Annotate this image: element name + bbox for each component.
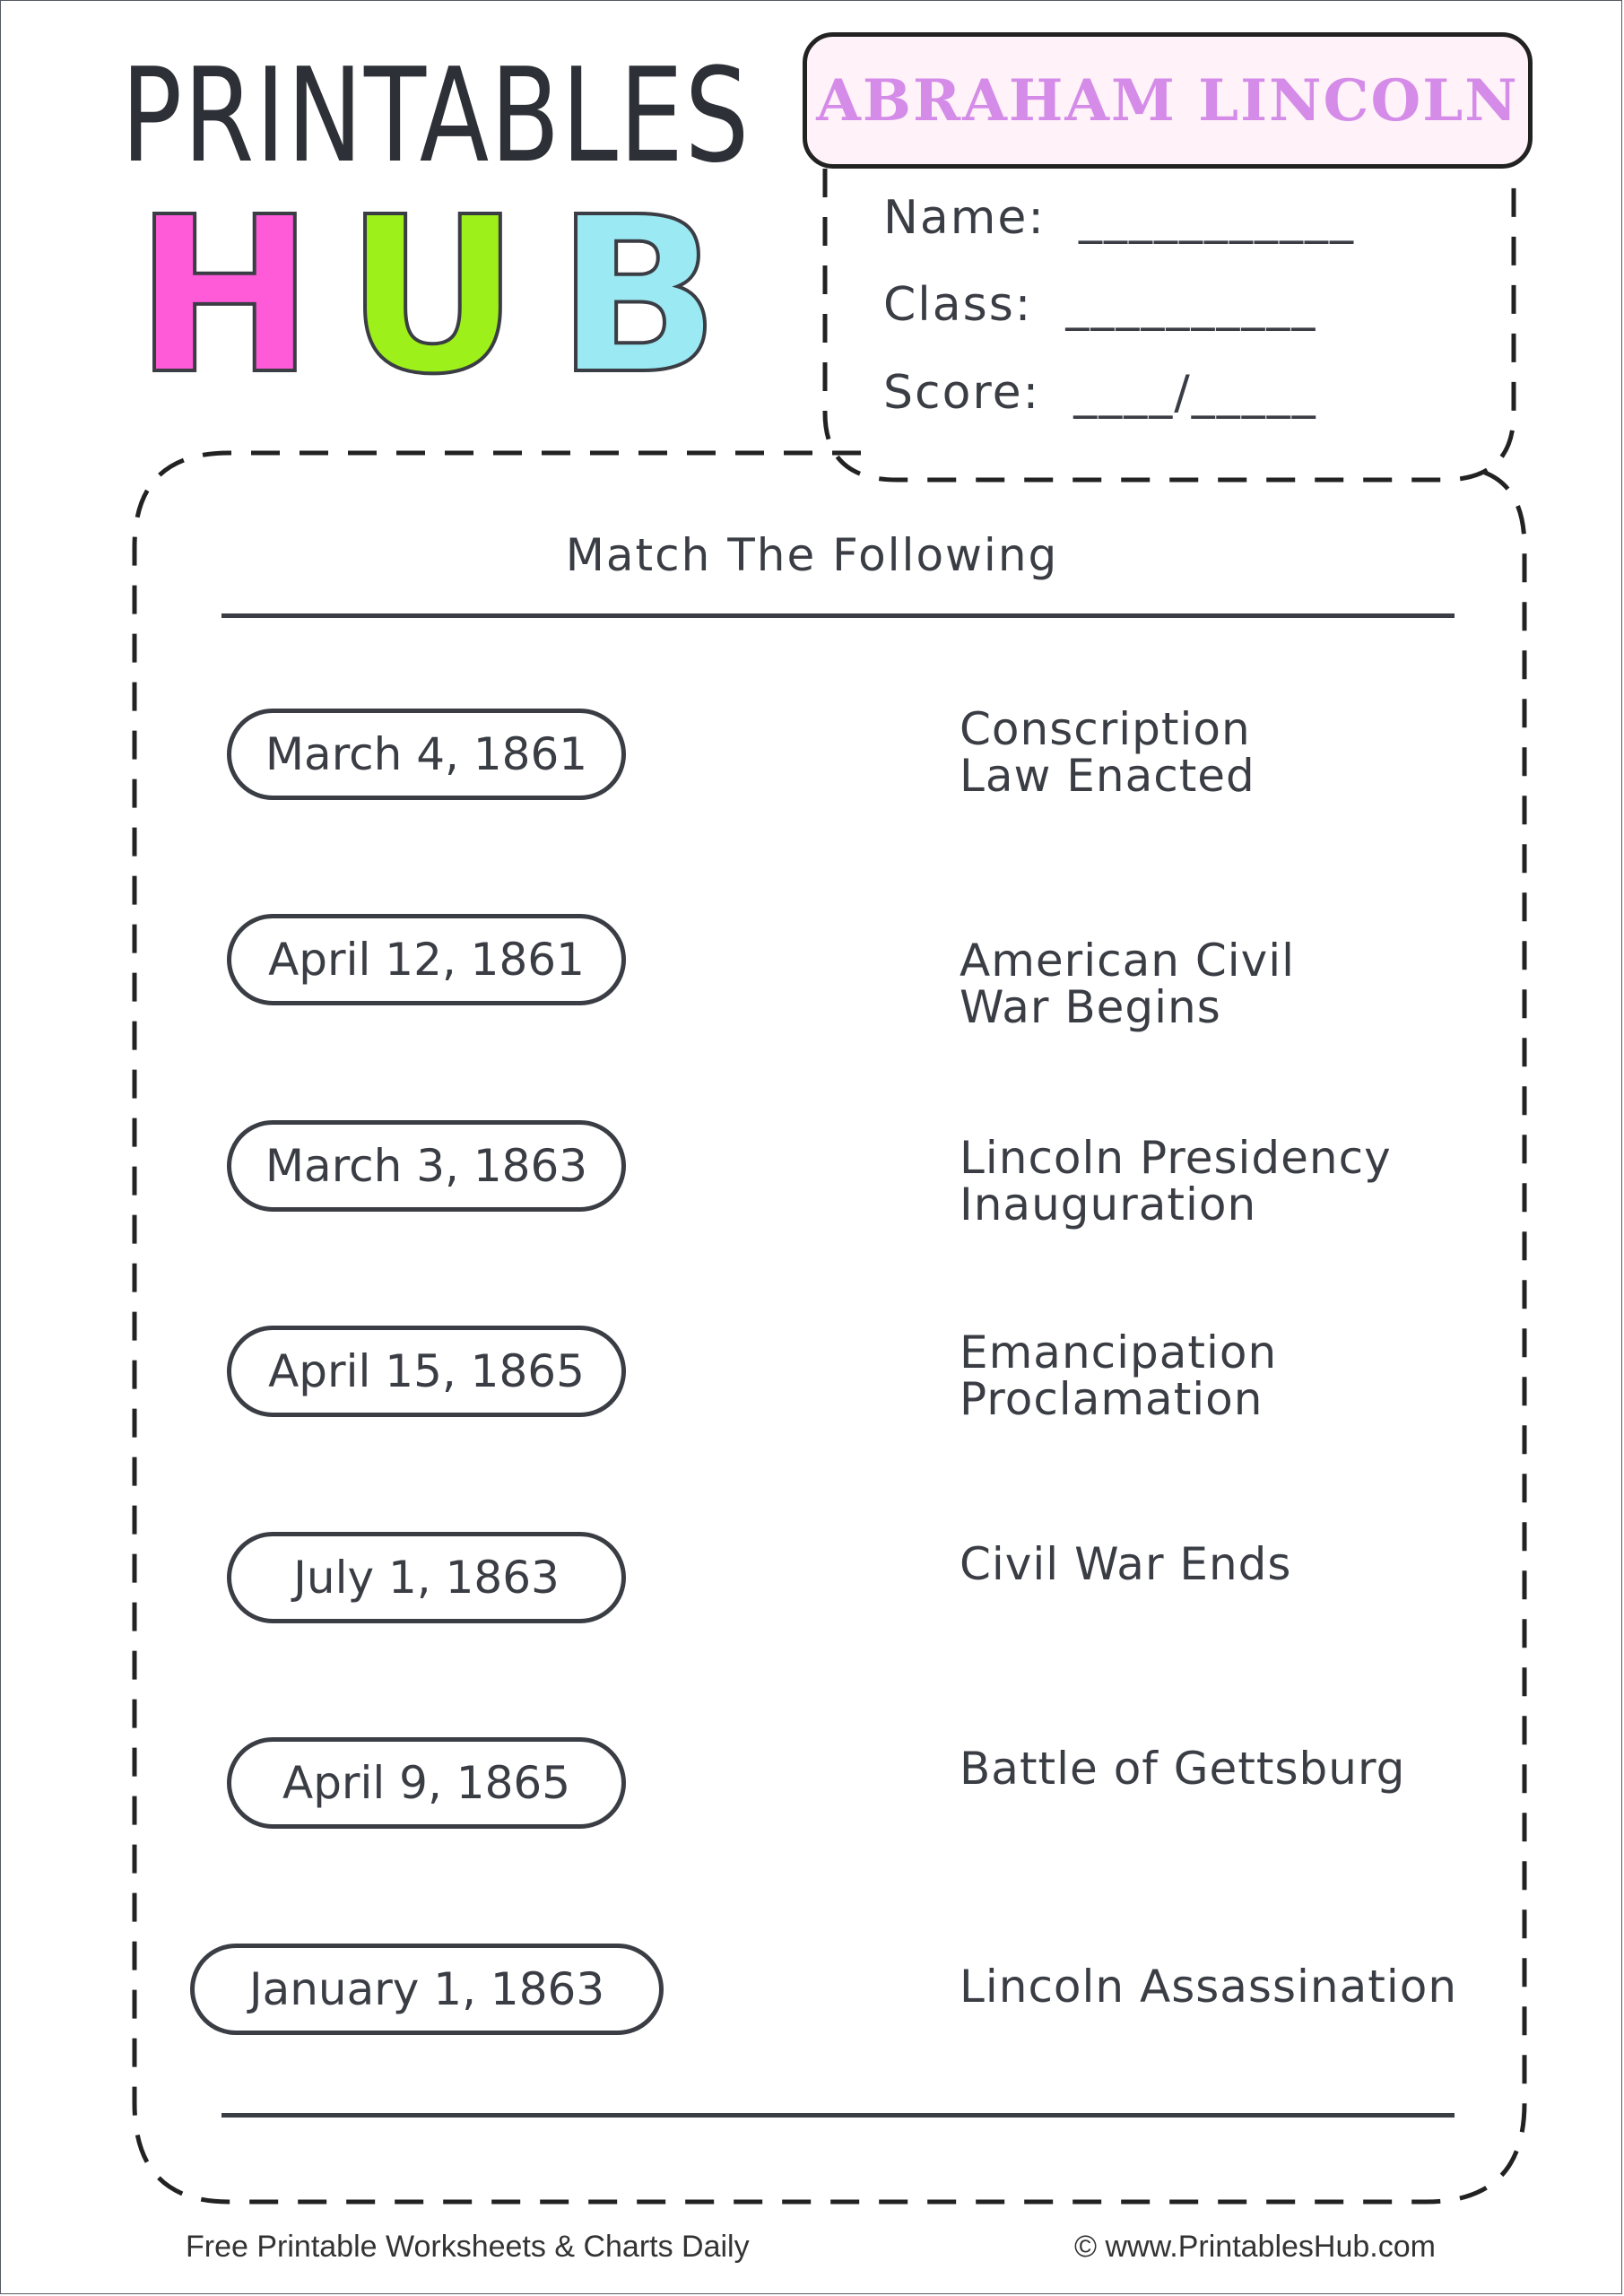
date-pill[interactable]: April 12, 1861 xyxy=(227,914,626,1005)
date-pill[interactable]: January 1, 1863 xyxy=(190,1944,664,2035)
event-item[interactable] xyxy=(960,1538,1498,1590)
date-pill[interactable]: April 15, 1865 xyxy=(227,1326,626,1417)
score-field-label[interactable]: Score: ____/_____ xyxy=(883,366,1317,420)
logo-wordmark: PRINTABLES xyxy=(121,40,751,192)
logo-hub-letter-u: U xyxy=(345,170,520,422)
top-divider xyxy=(221,613,1455,618)
event-line: Civil War Ends xyxy=(960,1538,1292,1590)
logo-hub-letter-h: H xyxy=(135,170,315,422)
event-item[interactable] xyxy=(960,937,1498,1031)
event-item[interactable] xyxy=(960,1132,1498,1231)
name-field-label[interactable]: Name: ___________ xyxy=(883,191,1355,245)
footer-tagline: Free Printable Worksheets & Charts Daily xyxy=(186,2230,750,2264)
event-line: War Begins xyxy=(960,981,1221,1033)
class-field-label[interactable]: Class: __________ xyxy=(883,278,1317,332)
event-line: Emancipation xyxy=(960,1326,1278,1378)
event-item[interactable] xyxy=(960,703,1498,802)
date-pill[interactable]: April 9, 1865 xyxy=(227,1737,626,1829)
title-badge xyxy=(803,32,1533,169)
event-line: Lincoln Presidency xyxy=(960,1132,1392,1184)
event-line: Battle of Gettsburg xyxy=(960,1743,1406,1795)
event-line: Lincoln Assassination xyxy=(960,1961,1458,2013)
event-line: Inauguration xyxy=(960,1178,1257,1231)
section-heading: Match The Following xyxy=(565,529,1059,581)
footer-website-link[interactable]: © www.PrintablesHub.com xyxy=(1074,2230,1436,2264)
date-pill[interactable]: July 1, 1863 xyxy=(227,1532,626,1623)
event-item[interactable] xyxy=(960,1326,1498,1425)
event-line: Proclamation xyxy=(960,1373,1264,1425)
event-line: Law Enacted xyxy=(960,750,1255,802)
bottom-divider xyxy=(221,2113,1455,2118)
date-pill[interactable]: March 4, 1861 xyxy=(227,709,626,800)
event-item[interactable] xyxy=(960,1743,1498,1795)
date-pill[interactable]: March 3, 1863 xyxy=(227,1120,626,1212)
event-line: American Civil xyxy=(960,935,1296,987)
event-item[interactable] xyxy=(960,1961,1498,2013)
event-line: Conscription xyxy=(960,703,1251,755)
logo-hub-letter-b: B xyxy=(556,170,720,422)
worksheet-title: ABRAHAM LINCOLN xyxy=(816,66,1519,135)
